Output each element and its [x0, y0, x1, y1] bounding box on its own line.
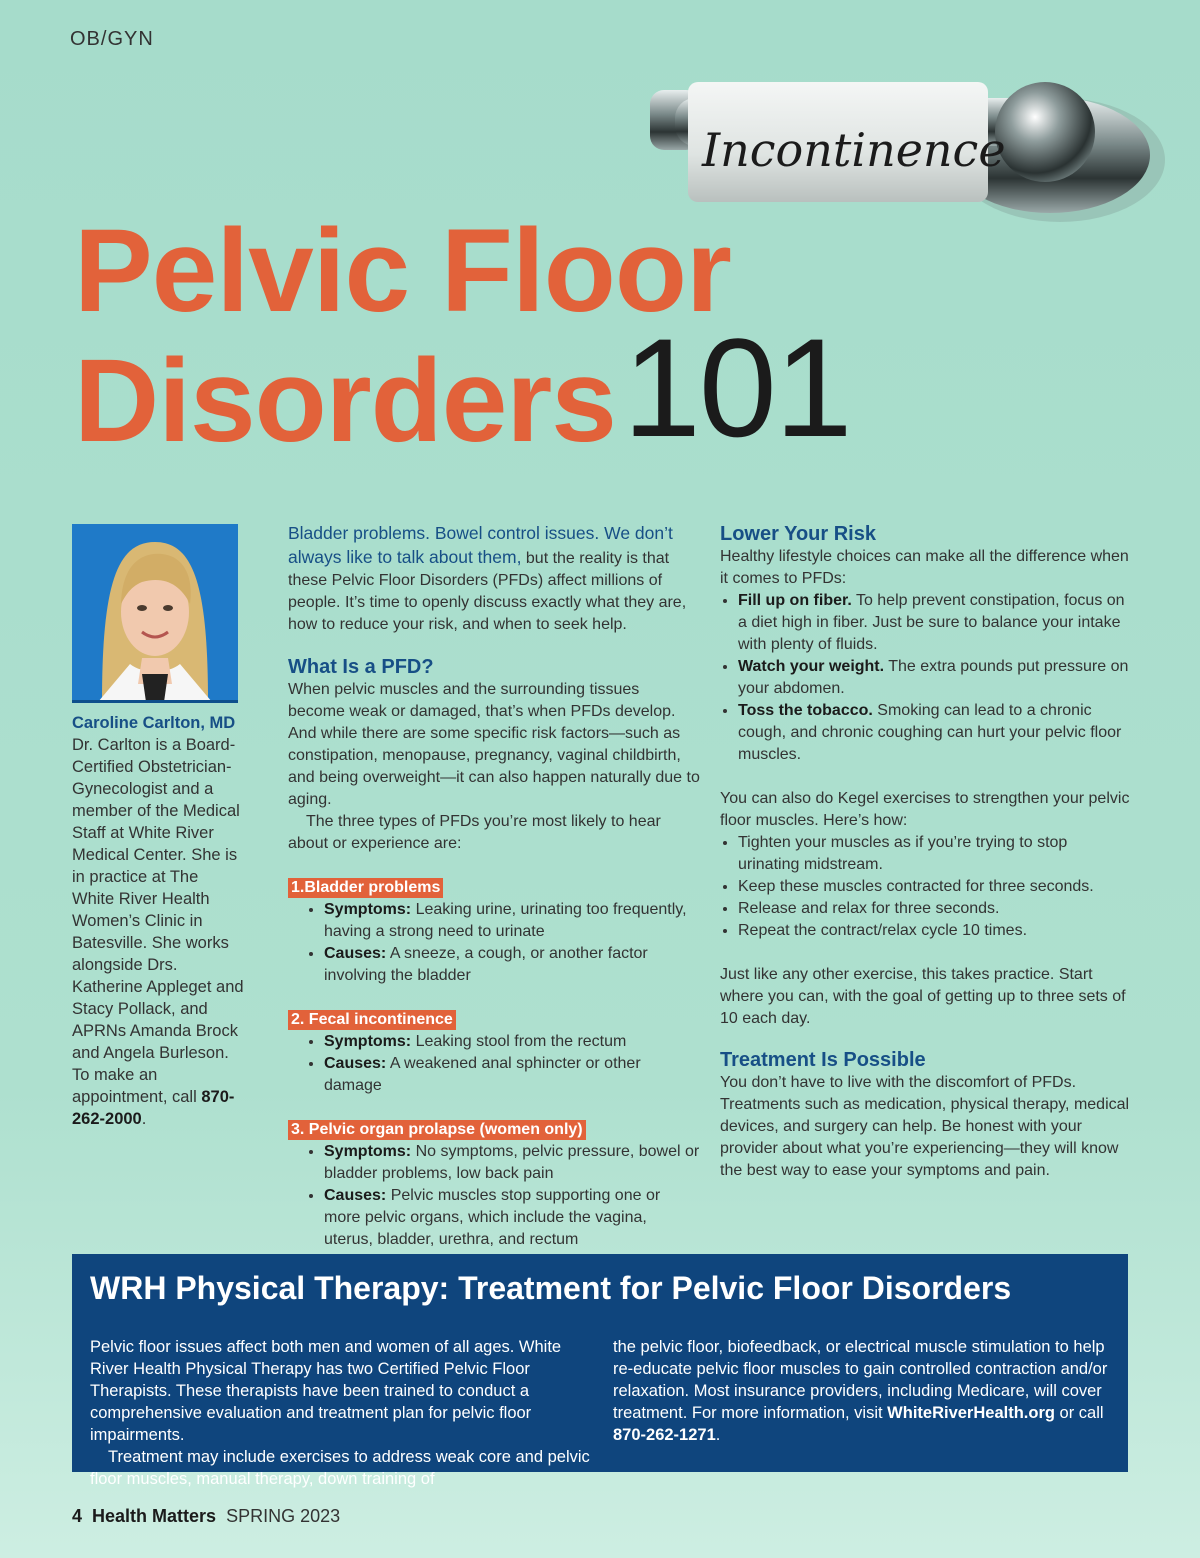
incontinence-label: Incontinence	[702, 123, 1006, 177]
item-text: A weakened anal sphincter or other damage	[324, 1055, 641, 1094]
item-label: Symptoms:	[324, 1033, 412, 1050]
list-item	[738, 656, 1132, 700]
risk-intro: Healthy lifestyle choices can make all the difference when it comes to PFDs:	[720, 548, 1129, 587]
pt-phone: 870-262-1271	[613, 1426, 716, 1444]
pfd-type-3	[288, 1119, 700, 1251]
tip-label: Watch your weight.	[738, 658, 885, 675]
intro-rest: but the reality is that these Pelvic Floor Disorders (PFDs) affect millions of people. It’s time to openly discuss exactly what they are, how to reduce your risk, and when to seek help.	[288, 550, 687, 633]
article-column-2	[288, 522, 700, 1251]
list-item	[324, 1141, 700, 1185]
tip-text: The extra pounds put pressure on your abdomen.	[738, 658, 1129, 697]
website-link[interactable]: WhiteRiverHealth.org	[887, 1404, 1055, 1422]
item-text: Pelvic muscles stop supporting one or more pelvic organs, which include the vagina, uterus, bladder, urethra, and rectum	[324, 1187, 661, 1248]
item-text: No symptoms, pelvic pressure, bowel or bladder problems, low back pain	[324, 1143, 700, 1182]
list-item	[324, 899, 700, 943]
section-label: OB/GYN	[70, 28, 154, 50]
tip-label: Toss the tobacco.	[738, 702, 873, 719]
kegel-intro: You can also do Kegel exercises to strengthen your pelvic floor muscles. Here’s how:	[720, 790, 1130, 829]
box-column-1	[90, 1336, 590, 1490]
page-footer	[72, 1506, 340, 1527]
treatment-paragraph: You don’t have to live with the discomfort of PFDs. Treatments such as medication, physical therapy, medical devices, and surgery can help. Be honest with your provider about what you’re experiencing—they will know the best way to ease your symptoms and pain.	[720, 1074, 1130, 1179]
author-bio-text: Dr. Carlton is a Board-Certified Obstetrician-Gynecologist and a member of the Medical Staff at White River Medical Center. She is in practice at The White River Health Women’s Clinic in Batesville. She works alongside Drs. Katherine Appleget and Stacy Pollack, and APRNs Amanda Brock and Angela Burleson. To make an appointment, call	[72, 736, 244, 1106]
pfd-type-tag: 1.Bladder problems	[288, 878, 443, 898]
box-heading: WRH Physical Therapy: Treatment for Pelvic Floor Disorders	[90, 1270, 1012, 1306]
box-paragraph-1: Pelvic floor issues affect both men and women of all ages. White River Health Physical Therapy has two Certified Pelvic Floor Therapists. These therapists have been trained to conduct a comprehensive evaluation and treatment plan for pelvic floor impairments.	[90, 1338, 562, 1444]
practice-paragraph: Just like any other exercise, this takes practice. Start where you can, with the goal of getting up to three sets of 10 each day.	[720, 966, 1126, 1027]
tip-label: Fill up on fiber.	[738, 592, 852, 609]
pfd-type-tag: 3. Pelvic organ prolapse (women only)	[288, 1120, 586, 1140]
page-number: 4	[72, 1506, 83, 1526]
treatment-heading: Treatment Is Possible	[720, 1049, 926, 1071]
author-name: Caroline Carlton, MD	[72, 714, 236, 732]
title-line-1: Pelvic Floor	[74, 205, 731, 337]
article-column-3	[720, 522, 1132, 1182]
tip-text: Smoking can lead to a chronic cough, and chronic coughing can hurt your pelvic floor muscles.	[738, 702, 1122, 763]
list-item	[738, 590, 1132, 656]
box-column-2	[613, 1336, 1113, 1446]
list-item	[324, 1053, 700, 1097]
list-item	[324, 1031, 700, 1053]
appointment-phone: 870-262-2000	[72, 1088, 235, 1128]
box-text: or call	[1054, 1404, 1104, 1422]
author-bio	[72, 712, 244, 1130]
issue-date: SPRING 2023	[226, 1506, 341, 1526]
risk-heading: Lower Your Risk	[720, 523, 876, 545]
intro-lead: Bladder problems. Bowel control issues. We don’t always like to talk about them,	[288, 523, 673, 567]
item-label: Causes:	[324, 1055, 387, 1072]
item-text: Leaking urine, urinating too frequently, having a strong need to urinate	[324, 901, 687, 940]
item-label: Symptoms:	[324, 901, 412, 918]
title-number: 101	[623, 309, 851, 466]
box-text: .	[715, 1426, 721, 1444]
pfd-paragraph-1: When pelvic muscles and the surrounding tissues become weak or damaged, that’s when PFDs develop. And while there are some specific risk factors—such as constipation, menopause, pregnancy, vaginal childbirth, and being overweight—it can also happen naturally due to aging.	[288, 681, 700, 808]
pfd-type-tag: 2. Fecal incontinence	[288, 1010, 456, 1030]
item-text: A sneeze, a cough, or another factor involving the bladder	[324, 945, 648, 984]
photo-rule	[72, 700, 238, 703]
bio-period: .	[141, 1110, 147, 1128]
magazine-name: Health Matters	[92, 1506, 217, 1526]
title-line-2: Disorders	[74, 335, 616, 467]
list-item	[738, 700, 1132, 766]
item-label: Causes:	[324, 1187, 387, 1204]
physical-therapy-box	[72, 1254, 1128, 1488]
list-item: • Repeat the contract/relax cycle 10 times.	[738, 920, 1132, 942]
item-label: Causes:	[324, 945, 387, 962]
tip-text: To help prevent constipation, focus on a diet high in fiber. Just be sure to balance your intake with plenty of fluids.	[738, 592, 1125, 653]
list-item: • Tighten your muscles as if you’re trying to stop urinating midstream.	[738, 832, 1132, 876]
list-item	[324, 943, 700, 987]
list-item: • Keep these muscles contracted for three seconds.	[738, 876, 1132, 898]
box-text: the pelvic floor, biofeedback, or electrical muscle stimulation to help re-educate pelvic floor muscles to gain controlled contraction and/or relaxation. Most insurance providers, including Medicare, will cover treatment. For more information, visit	[613, 1338, 1108, 1422]
list-item	[324, 1185, 700, 1251]
pfd-heading: What Is a PFD?	[288, 656, 434, 678]
author-photo	[72, 524, 238, 702]
pfd-type-2	[288, 1009, 700, 1097]
box-paragraph-2: Treatment may include exercises to address weak core and pelvic floor muscles, manual therapy, down training of	[90, 1448, 590, 1488]
box-paragraph-3	[613, 1336, 1113, 1446]
item-text: Leaking stool from the rectum	[411, 1033, 627, 1050]
pfd-paragraph-2: The three types of PFDs you’re most likely to hear about or experience are:	[288, 813, 661, 852]
pfd-type-1	[288, 877, 700, 987]
intro-paragraph	[288, 522, 700, 636]
list-item: • Release and relax for three seconds.	[738, 898, 1132, 920]
item-label: Symptoms:	[324, 1143, 412, 1160]
